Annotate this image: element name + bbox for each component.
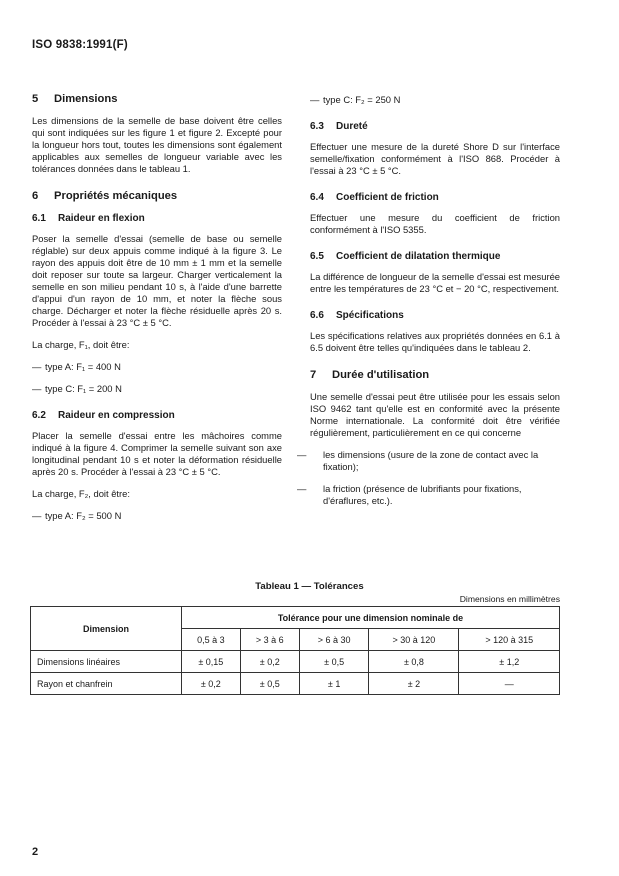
section-6-1-paragraph: Poser la semelle d'essai (semelle de base ou semelle réglable) sur deux appuis comme indiqué à la figure 3. Le rayon des appuis doit être de 10 mm ± 1 mm et la semelle doit reposer sur toute sa largeur. Charger verticalement la semelle en son milieu pendant 10 s, à l'aide d'une barrette d'appui d'un rayon de 10 mm, et noter la flèche sous charge. Décharger et noter la flèche résiduelle après 20 s. Procéder à l'essai à 23 °C ± 5 °C.	[32, 233, 282, 328]
list-item-text: type C: F₁ = 200 N	[45, 383, 122, 394]
section-5-heading	[32, 92, 282, 106]
table-row	[31, 651, 560, 673]
section-7-heading	[310, 368, 560, 382]
list-item-text: la friction (présence de lubrifiants pour fixations, d'éraflures, etc.).	[323, 483, 522, 506]
section-title: Raideur en flexion	[58, 213, 145, 224]
section-number: 6.3	[310, 121, 324, 132]
range-header: 0,5 à 3	[182, 629, 241, 651]
table-cell: ± 0,2	[182, 673, 241, 695]
row-label: Dimensions linéaires	[31, 651, 182, 673]
section-6-4-paragraph: Effectuer une mesure du coefficient de friction conformément à l'ISO 5355.	[310, 212, 560, 235]
list-item: — type A: F₂ = 500 N	[32, 510, 122, 521]
section-number: 6.2	[32, 410, 46, 421]
section-number: 6.6	[310, 310, 324, 321]
tolerance-table	[30, 606, 560, 695]
section-title: Dimensions	[54, 93, 118, 105]
section-title: Spécifications	[336, 310, 404, 321]
table-row	[31, 673, 560, 695]
section-number: 7	[310, 369, 317, 381]
range-header: > 120 à 315	[459, 629, 560, 651]
left-column	[32, 92, 282, 532]
section-6-2-heading	[32, 409, 282, 422]
section-title: Coefficient de friction	[336, 192, 439, 203]
list-item: — type C: F₂ = 250 N	[310, 94, 401, 105]
section-5-paragraph: Les dimensions de la semelle de base doivent être celles qui sont indiquées sur les figure 1 et figure 2. Excepté pour la longueur hors tout, toutes les dimensions sont également applicables aux semelles de longueur variable avec les tolérances données dans le tableau 1.	[32, 115, 282, 174]
section-number: 6.4	[310, 192, 324, 203]
section-title: Dureté	[336, 121, 368, 132]
section-6-5-heading	[310, 250, 560, 263]
section-6-1-heading	[32, 212, 282, 225]
document-id: ISO 9838:1991(F)	[32, 39, 128, 51]
section-7-paragraph: Une semelle d'essai peut être utilisée pour les essais selon ISO 9462 tant qu'elle est en conformité avec la présente Norme internationale. La conformité doit être vérifiée régulièrement, particulièrement en ce qui concerne	[310, 391, 560, 438]
table-cell: ± 2	[369, 673, 459, 695]
range-header: > 6 à 30	[299, 629, 368, 651]
list-item: — les dimensions (usure de la zone de contact avec la fixation);	[297, 449, 539, 472]
section-number: 5	[32, 93, 39, 105]
section-6-6-paragraph: Les spécifications relatives aux propriétés données en 6.1 à 6.5 doivent être telles qu'indiquées dans le tableau 2.	[310, 330, 560, 353]
table-caption: Tableau 1 — Tolérances	[255, 581, 364, 592]
range-header: > 3 à 6	[240, 629, 299, 651]
table-cell: —	[459, 673, 560, 695]
section-title: Coefficient de dilatation thermique	[336, 251, 501, 262]
section-title: Raideur en compression	[58, 410, 175, 421]
range-header: > 30 à 120	[369, 629, 459, 651]
row-label: Rayon et chanfrein	[31, 673, 182, 695]
section-6-4-heading	[310, 191, 560, 204]
section-6-2-paragraph: Placer la semelle d'essai entre les mâchoires comme indiqué à la figure 4. Comprimer la semelle suivant son axe longitudinal pendant 10 s et noter la déformation résiduelle après 20 s. Procéder à l'essai à 23 °C ± 5 °C.	[32, 430, 282, 477]
section-6-5-paragraph: La différence de longueur de la semelle d'essai est mesurée entre les températures de 23 °C et − 20 °C, respectivement.	[310, 271, 560, 294]
section-6-3-heading	[310, 120, 560, 133]
table-cell: ± 1	[299, 673, 368, 695]
table-cell: ± 0,15	[182, 651, 241, 673]
table-cell: ± 0,5	[299, 651, 368, 673]
dimension-column-header: Dimension	[31, 607, 182, 651]
list-item-text: les dimensions (usure de la zone de contact avec la fixation);	[323, 449, 539, 472]
table-cell: ± 0,2	[240, 651, 299, 673]
table-header-row	[31, 607, 560, 629]
section-number: 6	[32, 190, 39, 202]
section-6-2-load-intro: La charge, F₂, doit être:	[32, 488, 130, 499]
list-item-text: type A: F₂ = 500 N	[45, 510, 122, 521]
section-6-heading	[32, 189, 282, 203]
section-number: 6.5	[310, 251, 324, 262]
table-unit-note: Dimensions en millimètres	[459, 594, 560, 604]
section-6-1-load-intro: La charge, F₁, doit être:	[32, 339, 130, 350]
section-number: 6.1	[32, 213, 46, 224]
right-column	[297, 94, 560, 517]
list-item-text: type A: F₁ = 400 N	[45, 361, 121, 372]
list-item-text: type C: F₂ = 250 N	[323, 94, 401, 105]
table-cell: ± 0,5	[240, 673, 299, 695]
list-item: — la friction (présence de lubrifiants pour fixations, d'éraflures, etc.).	[297, 483, 522, 506]
section-title: Durée d'utilisation	[332, 369, 430, 381]
section-6-3-paragraph: Effectuer une mesure de la dureté Shore D sur l'interface semelle/fixation conformément à l'ISO 868. Procéder à l'essai à 23 °C ± 5 °C.	[310, 141, 560, 176]
list-item: — type A: F₁ = 400 N	[32, 361, 121, 372]
table-cell: ± 1,2	[459, 651, 560, 673]
tolerance-group-header: Tolérance pour une dimension nominale de	[182, 607, 560, 629]
section-6-6-heading	[310, 309, 560, 322]
page-number: 2	[32, 846, 39, 858]
section-title: Propriétés mécaniques	[54, 190, 178, 202]
list-item: — type C: F₁ = 200 N	[32, 383, 122, 394]
table-cell: ± 0,8	[369, 651, 459, 673]
